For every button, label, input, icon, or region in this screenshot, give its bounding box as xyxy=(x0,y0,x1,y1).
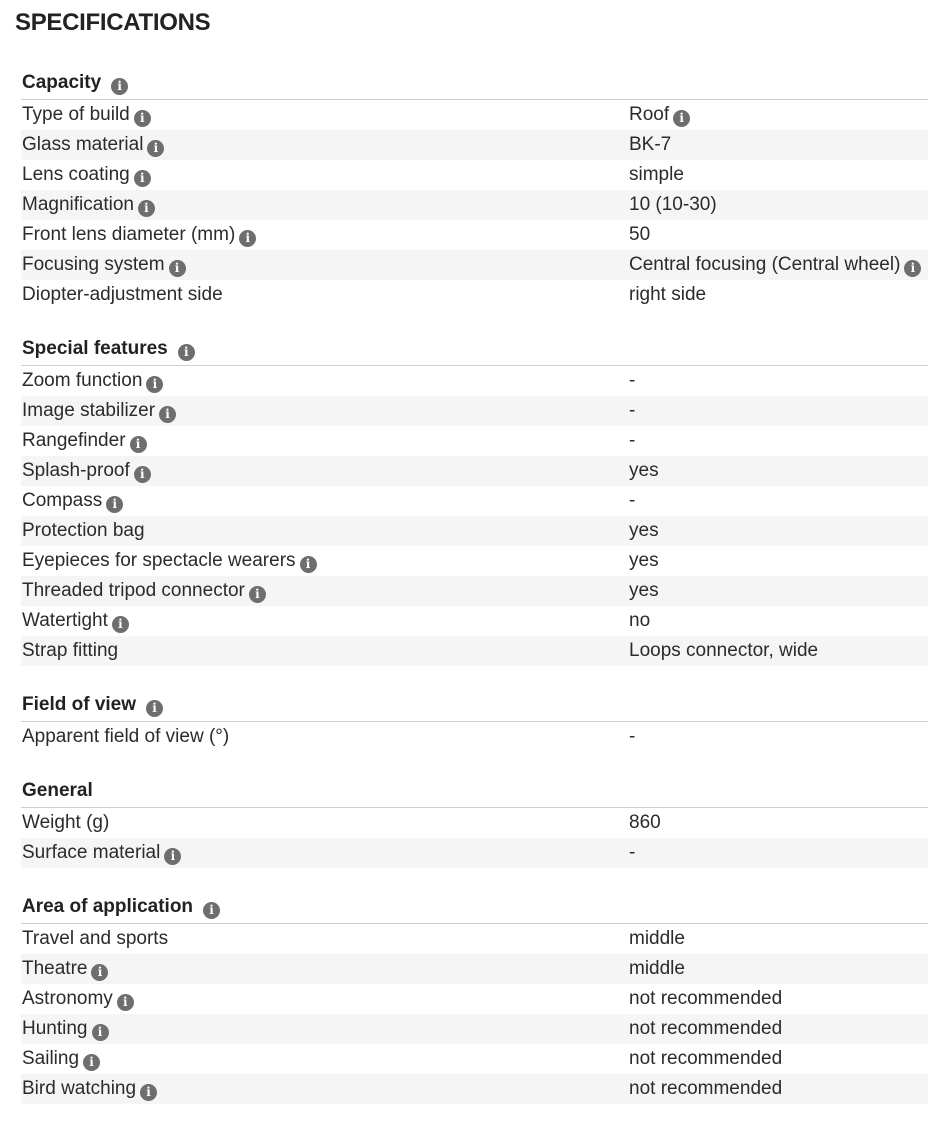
spec-value xyxy=(629,190,717,220)
info-circle-icon[interactable]: i xyxy=(138,200,155,217)
spec-row xyxy=(21,366,928,396)
spec-label xyxy=(22,954,108,984)
spec-label xyxy=(22,984,134,1014)
spec-label xyxy=(22,636,118,666)
spec-value-text: middle xyxy=(629,928,685,949)
info-circle-icon[interactable]: i xyxy=(134,170,151,187)
spec-row xyxy=(21,250,928,280)
info-circle-icon[interactable]: i xyxy=(159,406,176,423)
spec-label-text: Compass xyxy=(22,490,103,511)
spec-value-text: - xyxy=(629,370,636,391)
info-circle-icon[interactable]: i xyxy=(239,230,256,247)
spec-value-text: 860 xyxy=(629,812,661,833)
info-circle-icon[interactable]: i xyxy=(130,436,147,453)
spec-label xyxy=(22,576,266,606)
spec-value-text: 50 xyxy=(629,224,651,245)
spec-rows xyxy=(21,924,928,1104)
spec-row xyxy=(21,100,928,130)
spec-label xyxy=(22,1074,157,1104)
info-circle-icon[interactable]: i xyxy=(146,376,163,393)
spec-label-text: Zoom function xyxy=(22,370,143,391)
section-special-features xyxy=(0,332,928,666)
spec-value xyxy=(629,924,685,954)
spec-value xyxy=(629,220,650,250)
spec-value-text: Loops connector, wide xyxy=(629,640,819,661)
spec-value xyxy=(629,636,818,666)
spec-label xyxy=(22,160,151,190)
spec-value xyxy=(629,1014,782,1044)
section-general xyxy=(0,774,928,868)
spec-value xyxy=(629,456,659,486)
spec-value-text: - xyxy=(629,400,636,421)
info-circle-icon[interactable]: i xyxy=(164,848,181,865)
spec-value xyxy=(629,100,690,130)
section-header xyxy=(21,890,928,924)
spec-rows xyxy=(21,808,928,868)
spec-value xyxy=(629,280,706,310)
section-header xyxy=(21,332,928,366)
spec-value xyxy=(629,426,635,456)
spec-value-text: not recommended xyxy=(629,988,783,1009)
info-circle-icon[interactable]: i xyxy=(673,110,690,127)
info-circle-icon[interactable]: i xyxy=(111,78,128,95)
spec-value xyxy=(629,1044,782,1074)
spec-value xyxy=(629,984,782,1014)
spec-label xyxy=(22,486,123,516)
spec-value xyxy=(629,954,685,984)
spec-rows xyxy=(21,366,928,666)
info-circle-icon[interactable]: i xyxy=(140,1084,157,1101)
spec-label-text: Lens coating xyxy=(22,164,130,185)
spec-row xyxy=(21,426,928,456)
spec-value xyxy=(629,838,635,868)
spec-label-text: Weight (g) xyxy=(22,812,110,833)
info-circle-icon[interactable]: i xyxy=(904,260,921,277)
spec-value-text: yes xyxy=(629,460,659,481)
spec-label-text: Type of build xyxy=(22,104,130,125)
spec-label xyxy=(22,516,145,546)
section-title-text: General xyxy=(22,780,93,801)
spec-row xyxy=(21,984,928,1014)
spec-row xyxy=(21,838,928,868)
spec-label-text: Surface material xyxy=(22,842,161,863)
info-circle-icon[interactable]: i xyxy=(106,496,123,513)
spec-value-text: BK-7 xyxy=(629,134,672,155)
spec-label xyxy=(22,838,181,868)
section-title xyxy=(22,780,93,802)
spec-value-text: yes xyxy=(629,580,659,601)
spec-value-text: - xyxy=(629,842,636,863)
spec-value xyxy=(629,160,684,190)
spec-value-text: no xyxy=(629,610,651,631)
spec-label-text: Front lens diameter (mm) xyxy=(22,224,236,245)
spec-row xyxy=(21,636,928,666)
spec-label xyxy=(22,924,168,954)
spec-row xyxy=(21,954,928,984)
spec-label xyxy=(22,130,164,160)
spec-row xyxy=(21,220,928,250)
spec-value xyxy=(629,516,659,546)
spec-row xyxy=(21,1074,928,1104)
spec-label xyxy=(22,366,163,396)
spec-label-text: Magnification xyxy=(22,194,134,215)
info-circle-icon[interactable]: i xyxy=(92,1024,109,1041)
spec-value-text: yes xyxy=(629,550,659,571)
info-circle-icon[interactable]: i xyxy=(147,140,164,157)
spec-value-text: - xyxy=(629,430,636,451)
info-circle-icon[interactable]: i xyxy=(117,994,134,1011)
spec-value-text: 10 (10-30) xyxy=(629,194,717,215)
spec-value-text: - xyxy=(629,726,636,747)
spec-row xyxy=(21,456,928,486)
spec-value xyxy=(629,130,671,160)
section-area-of-application xyxy=(0,890,928,1104)
spec-value-text: - xyxy=(629,490,636,511)
spec-value xyxy=(629,576,659,606)
spec-label-text: Threaded tripod connector xyxy=(22,580,245,601)
spec-row xyxy=(21,924,928,954)
spec-label xyxy=(22,546,317,576)
spec-value xyxy=(629,1074,782,1104)
spec-row xyxy=(21,130,928,160)
info-circle-icon[interactable]: i xyxy=(249,586,266,603)
spec-label-text: Astronomy xyxy=(22,988,113,1009)
spec-value xyxy=(629,250,921,280)
spec-label xyxy=(22,220,256,250)
section-title-text: Capacity xyxy=(22,72,102,93)
spec-value-text: middle xyxy=(629,958,685,979)
spec-label-text: Theatre xyxy=(22,958,88,979)
spec-row xyxy=(21,280,928,310)
section-field-of-view xyxy=(0,688,928,752)
spec-row xyxy=(21,722,928,752)
spec-value-text: Central focusing (Central wheel) xyxy=(629,254,901,275)
info-circle-icon[interactable]: i xyxy=(91,964,108,981)
spec-row xyxy=(21,516,928,546)
spec-value xyxy=(629,396,635,426)
spec-label xyxy=(22,100,151,130)
spec-label xyxy=(22,722,229,752)
spec-row xyxy=(21,486,928,516)
section-capacity xyxy=(0,66,928,310)
info-circle-icon[interactable]: i xyxy=(169,260,186,277)
spec-label xyxy=(22,426,147,456)
spec-label xyxy=(22,280,223,310)
section-title-text: Special features xyxy=(22,338,168,359)
spec-label xyxy=(22,190,155,220)
spec-value-text: simple xyxy=(629,164,684,185)
spec-rows xyxy=(21,722,928,752)
spec-label-text: Glass material xyxy=(22,134,144,155)
spec-label xyxy=(22,250,186,280)
spec-row xyxy=(21,1044,928,1074)
spec-label-text: Splash-proof xyxy=(22,460,130,481)
info-circle-icon[interactable]: i xyxy=(300,556,317,573)
spec-value-text: yes xyxy=(629,520,659,541)
spec-label xyxy=(22,606,129,636)
spec-label-text: Eyepieces for spectacle wearers xyxy=(22,550,296,571)
spec-label-text: Protection bag xyxy=(22,520,145,541)
info-circle-icon[interactable]: i xyxy=(134,110,151,127)
spec-label xyxy=(22,456,151,486)
spec-value xyxy=(629,606,650,636)
spec-value xyxy=(629,722,635,752)
spec-row xyxy=(21,1014,928,1044)
spec-value-text: not recommended xyxy=(629,1018,783,1039)
spec-label-text: Focusing system xyxy=(22,254,165,275)
spec-row xyxy=(21,606,928,636)
spec-row xyxy=(21,160,928,190)
spec-value xyxy=(629,366,635,396)
info-circle-icon[interactable]: i xyxy=(112,616,129,633)
info-circle-icon[interactable]: i xyxy=(134,466,151,483)
spec-label-text: Bird watching xyxy=(22,1078,137,1099)
info-circle-icon[interactable]: i xyxy=(178,344,195,361)
spec-label-text: Hunting xyxy=(22,1018,88,1039)
section-header xyxy=(21,774,928,808)
info-circle-icon[interactable]: i xyxy=(203,902,220,919)
spec-label xyxy=(22,1044,100,1074)
page-title: SPECIFICATIONS xyxy=(15,9,211,36)
spec-value-text: not recommended xyxy=(629,1078,783,1099)
info-circle-icon[interactable]: i xyxy=(83,1054,100,1071)
section-title xyxy=(22,694,163,717)
spec-value xyxy=(629,808,661,838)
spec-label-text: Travel and sports xyxy=(22,928,169,949)
spec-row xyxy=(21,190,928,220)
spec-label-text: Sailing xyxy=(22,1048,80,1069)
spec-row xyxy=(21,546,928,576)
spec-row xyxy=(21,576,928,606)
spec-value xyxy=(629,546,659,576)
spec-label xyxy=(22,808,109,838)
info-circle-icon[interactable]: i xyxy=(146,700,163,717)
spec-label-text: Apparent field of view (°) xyxy=(22,726,230,747)
spec-value-text: right side xyxy=(629,284,707,305)
section-title xyxy=(22,338,195,361)
spec-label-text: Image stabilizer xyxy=(22,400,156,421)
spec-label-text: Rangefinder xyxy=(22,430,126,451)
spec-value xyxy=(629,486,635,516)
section-title-text: Area of application xyxy=(22,896,194,917)
section-title xyxy=(22,896,220,919)
spec-row xyxy=(21,808,928,838)
spec-label-text: Strap fitting xyxy=(22,640,119,661)
section-title-text: Field of view xyxy=(22,694,137,715)
spec-value-text: not recommended xyxy=(629,1048,783,1069)
section-header xyxy=(21,688,928,722)
section-header xyxy=(21,66,928,100)
spec-label xyxy=(22,396,176,426)
spec-row xyxy=(21,396,928,426)
section-title xyxy=(22,72,128,95)
spec-label-text: Diopter-adjustment side xyxy=(22,284,223,305)
spec-rows xyxy=(21,100,928,310)
spec-label-text: Watertight xyxy=(22,610,108,631)
spec-label xyxy=(22,1014,109,1044)
spec-value-text: Roof xyxy=(629,104,670,125)
